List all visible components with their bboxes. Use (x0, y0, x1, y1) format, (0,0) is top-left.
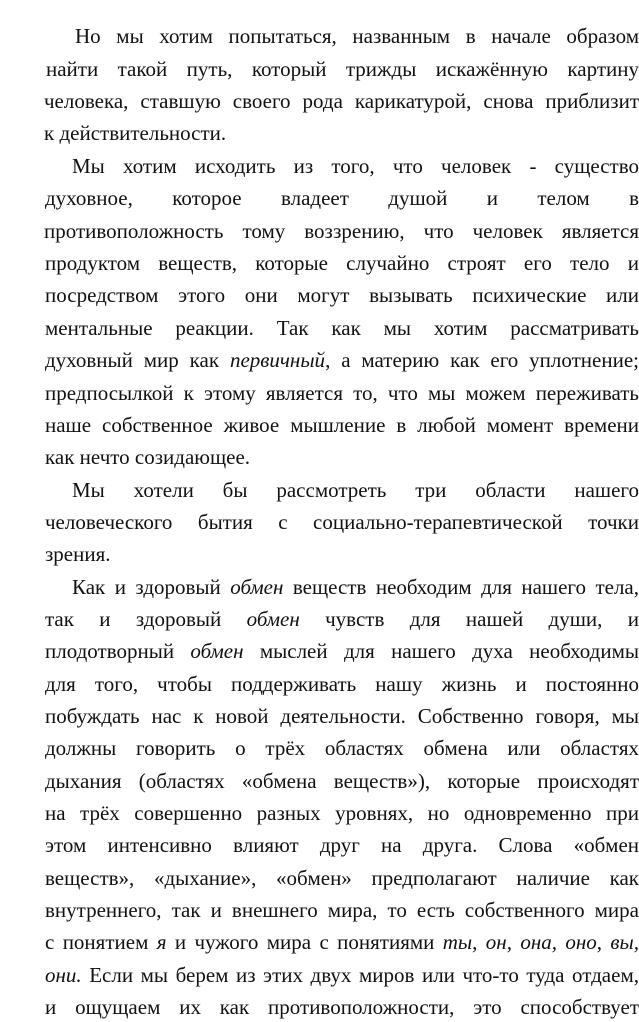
text-run: зрения. (45, 542, 111, 566)
text-line (45, 830, 639, 860)
text-run: Но мы хотим попытаться, названным в начале образом (75, 24, 639, 48)
text-line (45, 895, 639, 925)
paragraph-first-line (72, 572, 639, 602)
text-run: и ощущаем их как противоположности, это способствует (45, 995, 639, 1019)
text-run: с понятием (45, 930, 157, 954)
text-line (44, 216, 639, 246)
text-run: чувств для нашей души, и (299, 607, 639, 631)
text-line (45, 345, 639, 375)
text-run: дыхания (областях «обмена веществ»), которые происходят (45, 769, 639, 793)
text-run: веществ», «дыхание», «обмен» предполагают наличие как (45, 866, 639, 890)
text-run: наше собственное живое мышление в любой момент времени (45, 413, 639, 437)
text-run: предпосылкой к этому является то, что мы можем переживать (45, 381, 639, 405)
text-run: к действительности. (44, 121, 227, 145)
text-line (45, 863, 639, 893)
text-line (45, 378, 639, 408)
text-line (45, 960, 639, 990)
text-line (45, 733, 639, 763)
text-run: противоположность тому воззрению, что человек является (44, 219, 639, 243)
text-run: так и здоровый (45, 607, 247, 631)
text-line (45, 507, 639, 537)
italic-text: я (156, 930, 167, 954)
text-line (44, 118, 639, 148)
text-line (45, 636, 639, 666)
italic-text: обмен (246, 607, 300, 631)
text-run: плодотворный (45, 639, 191, 663)
paragraph-first-line (72, 151, 639, 181)
text-line (46, 54, 639, 84)
text-run: , а материю как его уплотнение; (325, 348, 639, 372)
text-line (45, 992, 639, 1022)
italic-text: первичный (229, 348, 326, 372)
text-run: и чужого мира с понятиями (166, 930, 443, 954)
text-line (45, 798, 639, 828)
text-run: найти такой путь, который трижды искажённую картину (46, 57, 639, 81)
paragraph-first-line (75, 21, 639, 51)
text-line (45, 701, 639, 731)
text-run: человеческого бытия с социально-терапевтической точки (45, 510, 639, 534)
text-run: Если мы берем из этих двух миров или что-то туда отдаем, (81, 963, 639, 987)
italic-text: они. (45, 963, 82, 987)
text-run: веществ необходим для нашего тела, (283, 575, 639, 599)
text-line (45, 313, 639, 343)
text-line (45, 927, 639, 957)
text-run: духовное, которое владеет душой и телом в (45, 186, 639, 210)
italic-text: ты, он, она, оно, вы, (442, 930, 639, 954)
italic-text: обмен (230, 575, 284, 599)
text-run: мыслей для нашего духа необходимы (243, 639, 639, 663)
text-run: как нечто созидающее. (45, 445, 251, 469)
text-run: внутреннего, так и внешнего мира, то есть собственного мира (45, 898, 639, 922)
text-run: должны говорить о трёх областях обмена или областях (45, 736, 639, 760)
text-line (45, 280, 639, 310)
paragraph-first-line (72, 475, 639, 505)
text-run: Как и здоровый (72, 575, 231, 599)
text-line (45, 766, 639, 796)
text-run: на трёх совершенно разных уровнях, но одновременно при (45, 801, 639, 825)
text-line (45, 442, 639, 472)
text-line (45, 410, 639, 440)
text-run: для того, чтобы поддерживать нашу жизнь и постоянно (45, 672, 639, 696)
text-line (45, 669, 639, 699)
text-line (44, 86, 639, 116)
text-run: побуждать нас к новой деятельности. Собственно говоря, мы (45, 704, 639, 728)
text-run: ментальные реакции. Так как мы хотим рассматривать (45, 316, 639, 340)
text-line (45, 604, 639, 634)
text-line (45, 248, 639, 278)
text-run: духовный мир как (45, 348, 230, 372)
text-line (45, 539, 639, 569)
italic-text: обмен (190, 639, 244, 663)
text-run: этом интенсивно влияют друг на друга. Слова «обмен (45, 833, 639, 857)
text-run: Мы хотели бы рассмотреть три области нашего (72, 478, 639, 502)
text-line (45, 183, 639, 213)
text-run: продуктом веществ, которые случайно строят его тело и (45, 251, 639, 275)
text-run: человека, ставшую своего рода карикатурой, снова приблизит (44, 89, 639, 113)
text-run: посредством этого они могут вызывать психические или (45, 283, 639, 307)
text-run: Мы хотим исходить из того, что человек - существо (72, 154, 639, 178)
